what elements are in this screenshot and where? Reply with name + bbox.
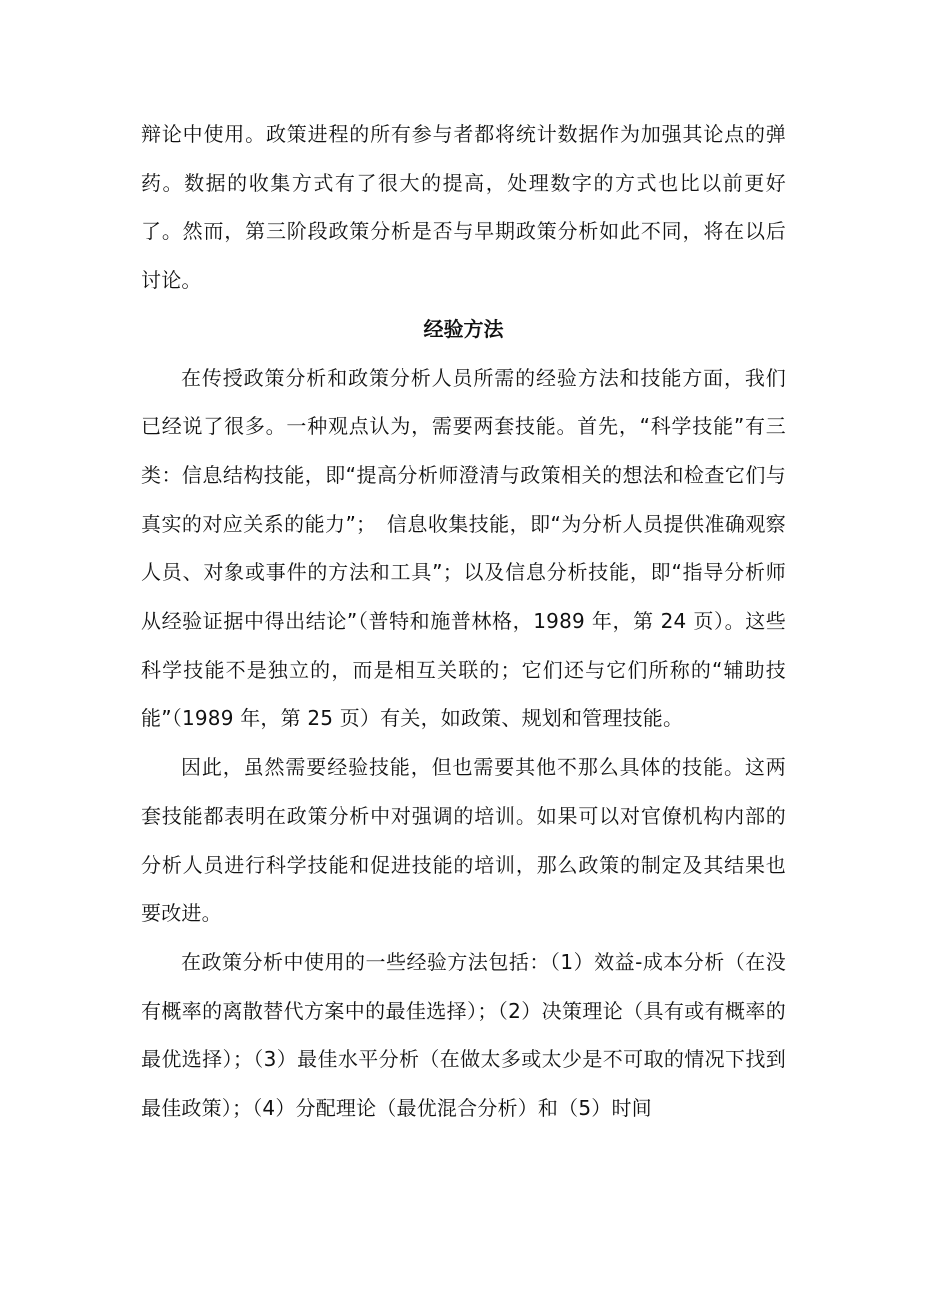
section-heading: 经验方法	[423, 316, 504, 341]
paragraph-skills: 在传授政策分析和政策分析人员所需的经验方法和技能方面，我们已经说了很多。一种观点认为，需要两套技能。首先，“科学技能”有三类：信息结构技能，即“提高分析师澄清与政策相关的想法和检查它们与真实的对应关系的能力”； 信息收集技能，即“为分析人员提供准确观察人员、对象或事件的方法和工具”；以及信息分析技能，即“指导分析师从经验证据中得出结论”（普特和施普林格，1989 年，第 24 页）。这些科学技能不是独立的，而是相互关联的；它们还与它们所称的“辅助技能”（1989 年，第 25 页）有关，如政策、规划和管理技能。	[141, 365, 786, 731]
paragraph-continued: 辩论中使用。政策进程的所有参与者都将统计数据作为加强其论点的弹药。数据的收集方式有了很大的提高，处理数字的方式也比以前更好了。然而，第三阶段政策分析是否与早期政策分析如此不同，将在以后讨论。	[141, 122, 786, 293]
document-page	[141, 110, 786, 1133]
paragraph-methods: 在政策分析中使用的一些经验方法包括：（1）效益-成本分析（在没有概率的离散替代方案中的最佳选择）；（2）决策理论（具有或有概率的最优选择）；（3）最佳水平分析（在做太多或太少是不可取的情况下找到最佳政策）；（4）分配理论（最优混合分析）和（5）时间	[141, 949, 786, 1121]
paragraph-training: 因此，虽然需要经验技能，但也需要其他不那么具体的技能。这两套技能都表明在政策分析中对强调的培训。如果可以对官僚机构内部的分析人员进行科学技能和促进技能的培训，那么政策的制定及其结果也要改进。	[141, 755, 786, 926]
